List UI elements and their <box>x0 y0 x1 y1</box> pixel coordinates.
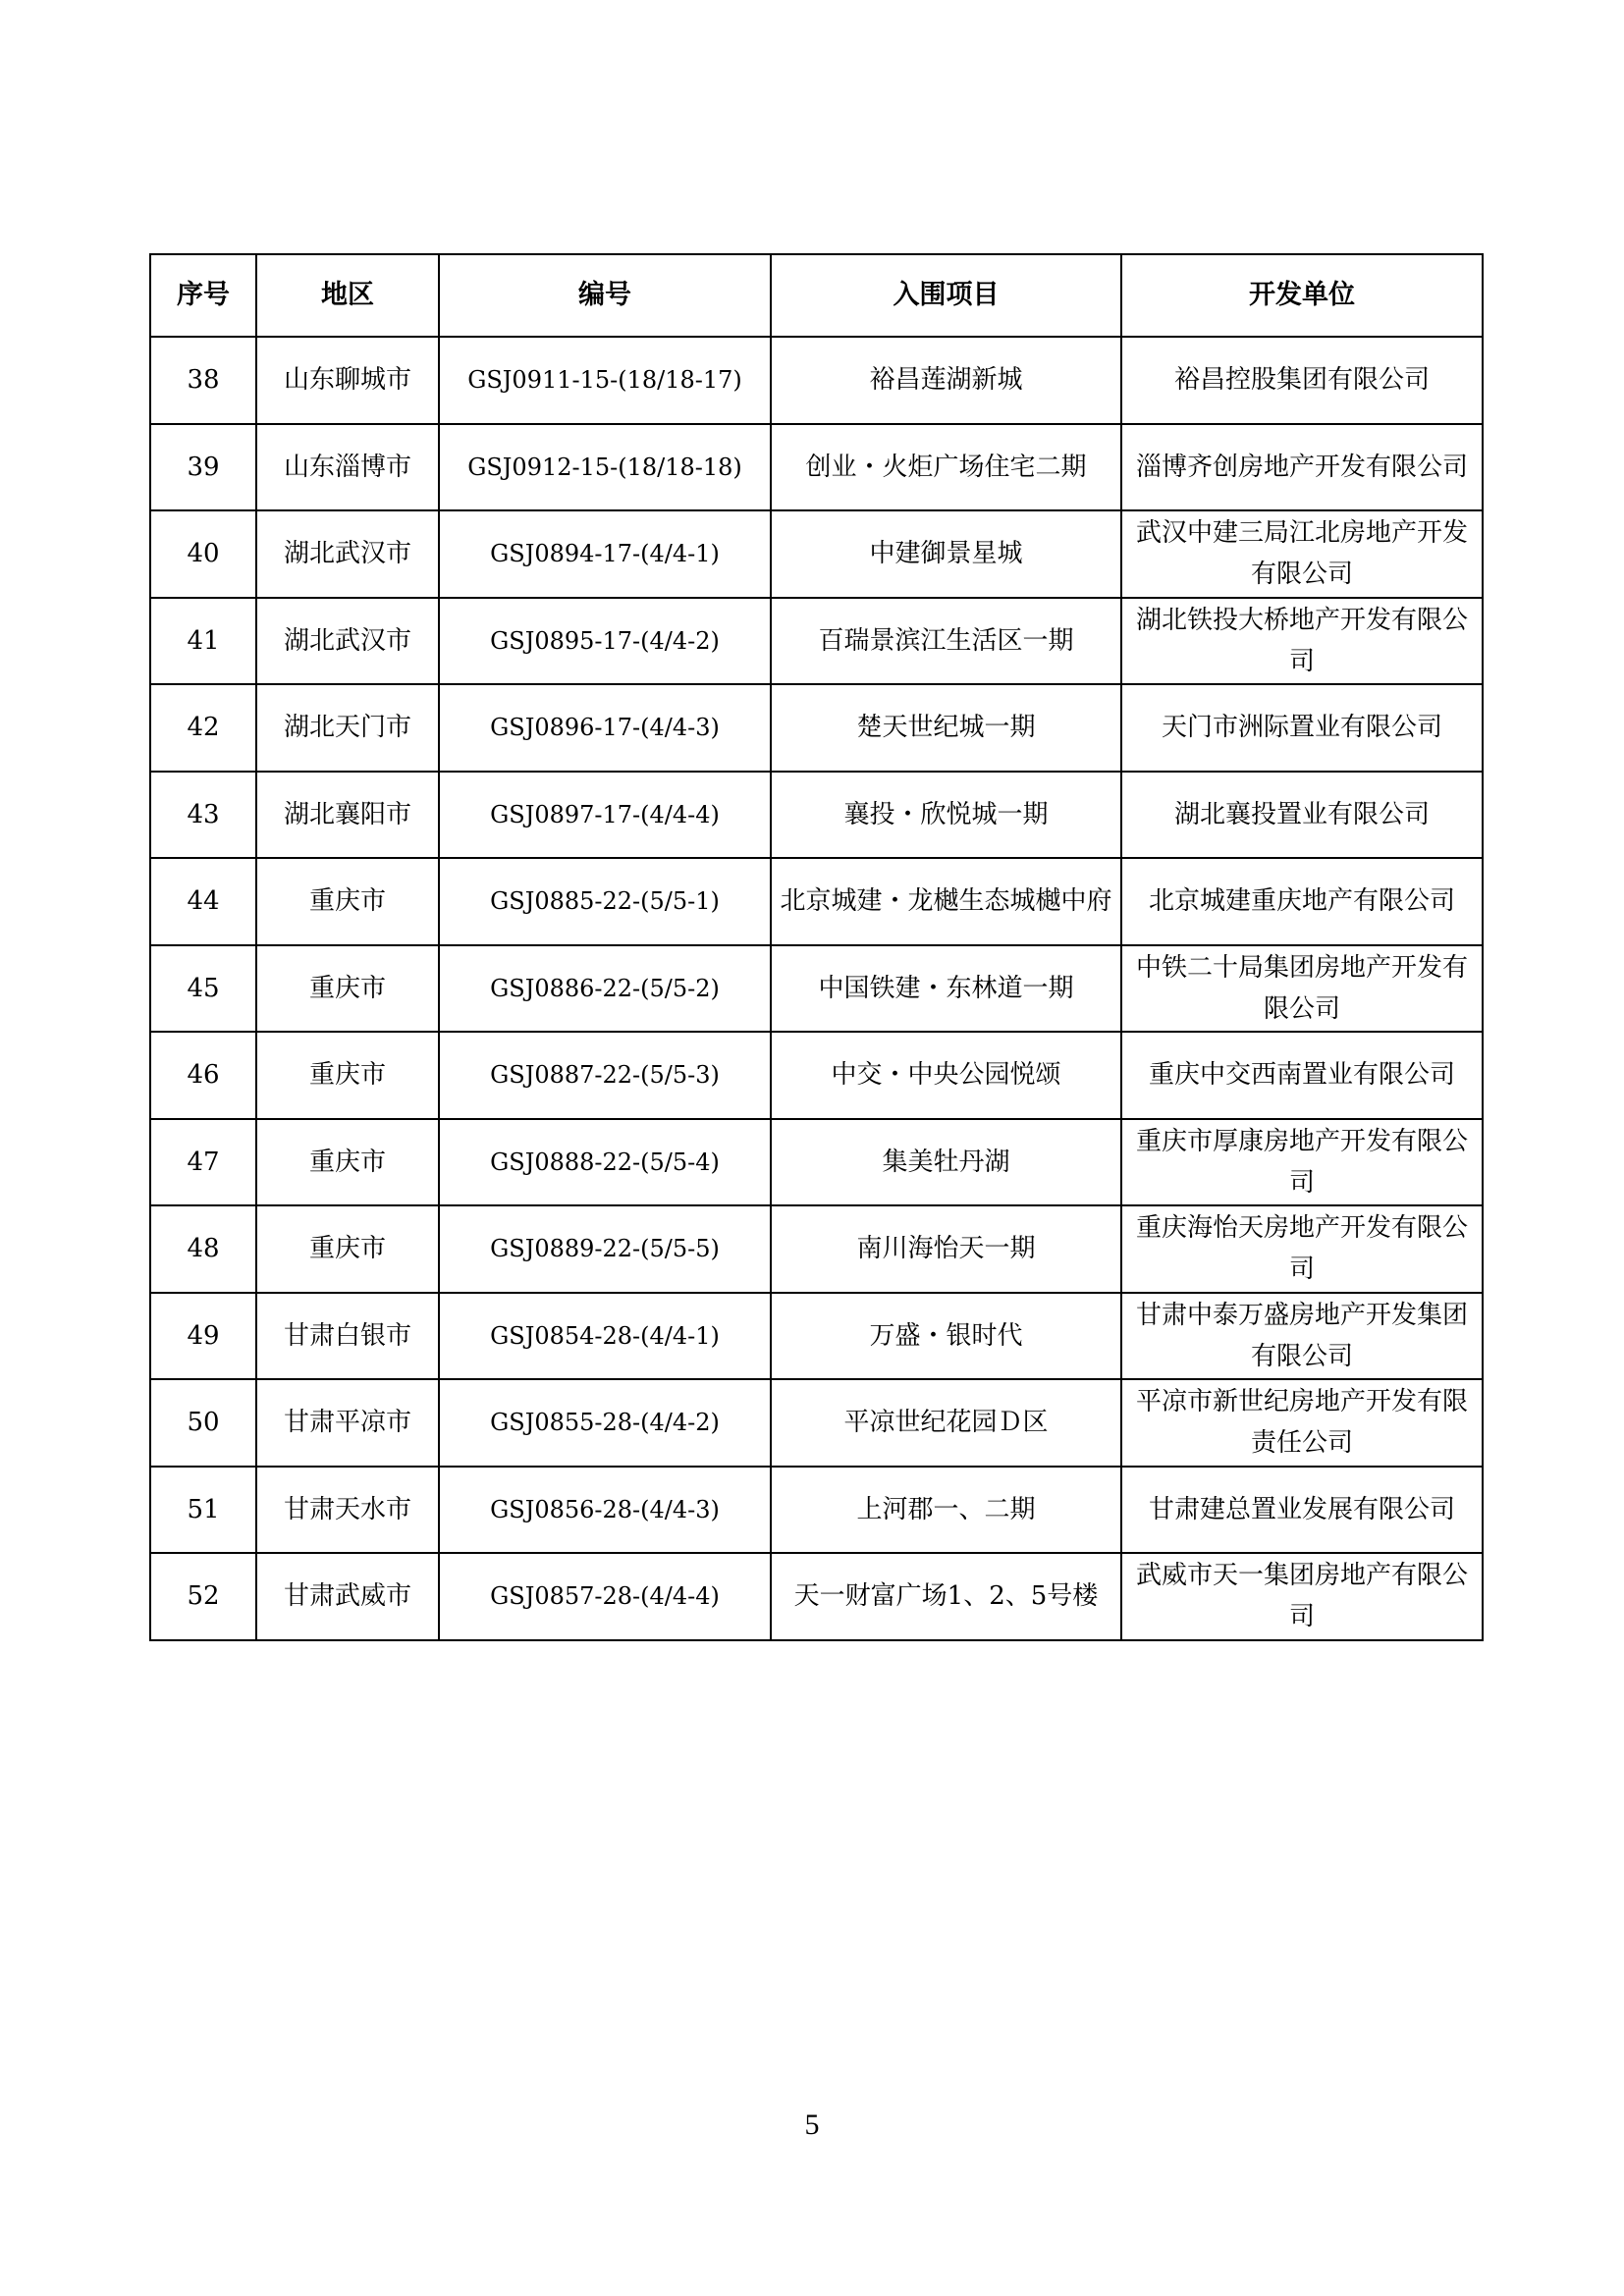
cell-project: 中交・中央公园悦颂 <box>771 1032 1121 1119</box>
cell-code: GSJ0856-28-(4/4-3) <box>439 1467 771 1554</box>
cell-region: 山东聊城市 <box>256 337 439 424</box>
cell-project: 中建御景星城 <box>771 510 1121 598</box>
cell-code: GSJ0894-17-(4/4-1) <box>439 510 771 598</box>
cell-serial-number: 40 <box>150 510 256 598</box>
header-code: 编号 <box>439 254 771 337</box>
cell-code: GSJ0885-22-(5/5-1) <box>439 858 771 945</box>
cell-region: 甘肃天水市 <box>256 1467 439 1554</box>
cell-project: 平凉世纪花园Ｄ区 <box>771 1379 1121 1467</box>
cell-region: 湖北襄阳市 <box>256 772 439 859</box>
cell-serial-number: 44 <box>150 858 256 945</box>
cell-developer: 武威市天一集团房地产有限公司 <box>1121 1553 1483 1640</box>
table-row <box>150 858 1483 945</box>
cell-code: GSJ0888-22-(5/5-4) <box>439 1119 771 1206</box>
cell-code: GSJ0897-17-(4/4-4) <box>439 772 771 859</box>
cell-developer: 淄博齐创房地产开发有限公司 <box>1121 424 1483 511</box>
header-serial-number: 序号 <box>150 254 256 337</box>
table-row <box>150 1467 1483 1554</box>
cell-region: 甘肃平凉市 <box>256 1379 439 1467</box>
cell-serial-number: 43 <box>150 772 256 859</box>
header-developer: 开发单位 <box>1121 254 1483 337</box>
cell-developer: 甘肃建总置业发展有限公司 <box>1121 1467 1483 1554</box>
cell-region: 重庆市 <box>256 858 439 945</box>
table-row <box>150 424 1483 511</box>
cell-serial-number: 39 <box>150 424 256 511</box>
cell-developer: 中铁二十局集团房地产开发有限公司 <box>1121 945 1483 1033</box>
cell-developer: 天门市洲际置业有限公司 <box>1121 684 1483 772</box>
cell-code: GSJ0854-28-(4/4-1) <box>439 1293 771 1380</box>
table-header-row <box>150 254 1483 337</box>
cell-project: 上河郡一、二期 <box>771 1467 1121 1554</box>
table-row <box>150 772 1483 859</box>
cell-project: 中国铁建・东林道一期 <box>771 945 1121 1033</box>
cell-code: GSJ0895-17-(4/4-2) <box>439 598 771 685</box>
table-row <box>150 598 1483 685</box>
table-row <box>150 337 1483 424</box>
table-row <box>150 1379 1483 1467</box>
cell-developer: 北京城建重庆地产有限公司 <box>1121 858 1483 945</box>
cell-serial-number: 50 <box>150 1379 256 1467</box>
cell-region: 重庆市 <box>256 945 439 1033</box>
table-row <box>150 945 1483 1033</box>
cell-project: 万盛・银时代 <box>771 1293 1121 1380</box>
header-region: 地区 <box>256 254 439 337</box>
cell-serial-number: 49 <box>150 1293 256 1380</box>
table-body <box>150 337 1483 1640</box>
cell-code: GSJ0855-28-(4/4-2) <box>439 1379 771 1467</box>
page-number: 5 <box>804 2109 820 2141</box>
cell-serial-number: 52 <box>150 1553 256 1640</box>
table-row <box>150 684 1483 772</box>
cell-serial-number: 41 <box>150 598 256 685</box>
cell-developer: 重庆中交西南置业有限公司 <box>1121 1032 1483 1119</box>
cell-project: 楚天世纪城一期 <box>771 684 1121 772</box>
cell-serial-number: 42 <box>150 684 256 772</box>
table-row <box>150 510 1483 598</box>
cell-project: 南川海怡天一期 <box>771 1205 1121 1293</box>
cell-region: 甘肃武威市 <box>256 1553 439 1640</box>
cell-code: GSJ0911-15-(18/18-17) <box>439 337 771 424</box>
cell-region: 重庆市 <box>256 1119 439 1206</box>
cell-region: 湖北武汉市 <box>256 598 439 685</box>
cell-region: 湖北天门市 <box>256 684 439 772</box>
cell-region: 重庆市 <box>256 1205 439 1293</box>
cell-serial-number: 48 <box>150 1205 256 1293</box>
table-row <box>150 1205 1483 1293</box>
cell-project: 天一财富广场1、2、5号楼 <box>771 1553 1121 1640</box>
cell-serial-number: 45 <box>150 945 256 1033</box>
table-row <box>150 1032 1483 1119</box>
cell-region: 重庆市 <box>256 1032 439 1119</box>
table-row <box>150 1553 1483 1640</box>
cell-code: GSJ0912-15-(18/18-18) <box>439 424 771 511</box>
cell-serial-number: 51 <box>150 1467 256 1554</box>
cell-project: 集美牡丹湖 <box>771 1119 1121 1206</box>
table-row <box>150 1293 1483 1380</box>
cell-code: GSJ0896-17-(4/4-3) <box>439 684 771 772</box>
cell-code: GSJ0857-28-(4/4-4) <box>439 1553 771 1640</box>
cell-code: GSJ0886-22-(5/5-2) <box>439 945 771 1033</box>
candidate-projects-table <box>149 253 1484 1641</box>
cell-project: 裕昌莲湖新城 <box>771 337 1121 424</box>
cell-developer: 裕昌控股集团有限公司 <box>1121 337 1483 424</box>
cell-developer: 甘肃中泰万盛房地产开发集团有限公司 <box>1121 1293 1483 1380</box>
cell-project: 襄投・欣悦城一期 <box>771 772 1121 859</box>
cell-developer: 平凉市新世纪房地产开发有限责任公司 <box>1121 1379 1483 1467</box>
cell-developer: 湖北铁投大桥地产开发有限公司 <box>1121 598 1483 685</box>
cell-region: 山东淄博市 <box>256 424 439 511</box>
cell-serial-number: 46 <box>150 1032 256 1119</box>
cell-code: GSJ0889-22-(5/5-5) <box>439 1205 771 1293</box>
cell-serial-number: 38 <box>150 337 256 424</box>
cell-developer: 湖北襄投置业有限公司 <box>1121 772 1483 859</box>
cell-project: 北京城建・龙樾生态城樾中府 <box>771 858 1121 945</box>
table-row <box>150 1119 1483 1206</box>
cell-project: 百瑞景滨江生活区一期 <box>771 598 1121 685</box>
cell-developer: 武汉中建三局江北房地产开发有限公司 <box>1121 510 1483 598</box>
cell-developer: 重庆海怡天房地产开发有限公司 <box>1121 1205 1483 1293</box>
cell-serial-number: 47 <box>150 1119 256 1206</box>
cell-project: 创业・火炬广场住宅二期 <box>771 424 1121 511</box>
cell-developer: 重庆市厚康房地产开发有限公司 <box>1121 1119 1483 1206</box>
cell-region: 湖北武汉市 <box>256 510 439 598</box>
cell-region: 甘肃白银市 <box>256 1293 439 1380</box>
header-project: 入围项目 <box>771 254 1121 337</box>
cell-code: GSJ0887-22-(5/5-3) <box>439 1032 771 1119</box>
